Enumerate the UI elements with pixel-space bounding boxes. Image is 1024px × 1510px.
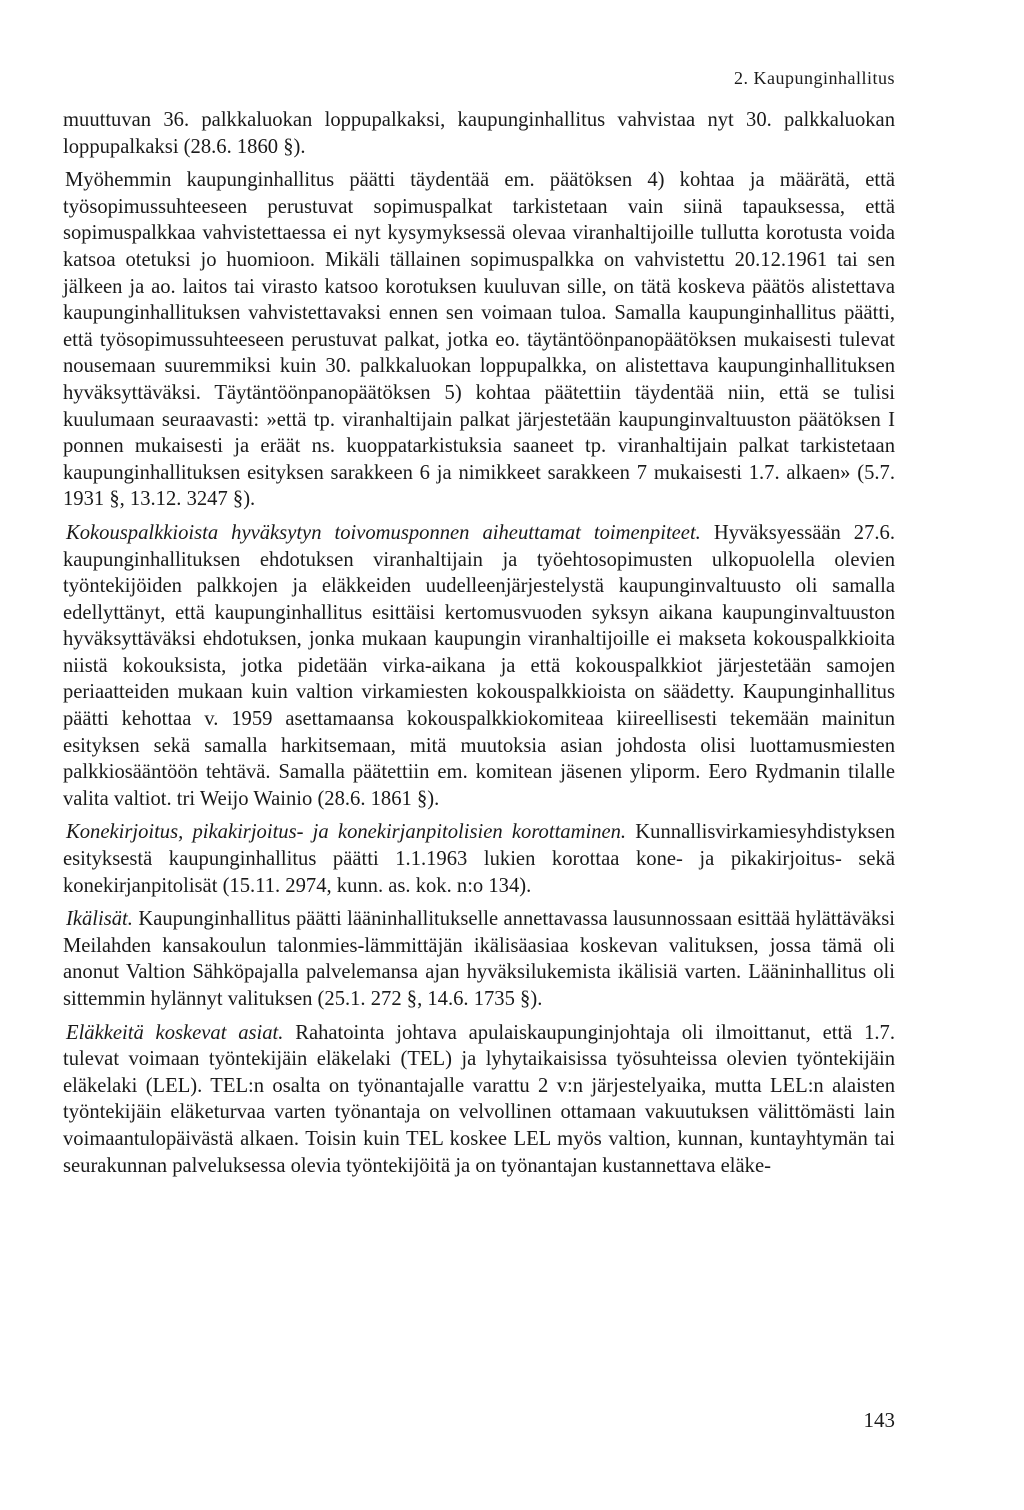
- section-konekirjoitus: [63, 819, 895, 899]
- paragraph: [63, 167, 895, 513]
- document-page: [63, 0, 895, 1510]
- section-kokouspalkkiot: [63, 520, 895, 813]
- running-head: 2. Kaupunginhallitus: [734, 68, 895, 88]
- paragraph-text: Hyväksyessään 27.6. kaupunginhallituksen ehdotuksen viranhaltijain ja työehtosopimusten ulkopuolella olevien työntekijöiden palkkojen ja eläkkeiden uudelleenjärjestelystä kaupunginvaltuusto oli samalla edellyttänyt, että kaupunginhallitus esittäisi kertomusvuoden syksyn aikana kaupunginvaltuuston hyväksyttäväksi ehdotuksen, jonka mukaan kaupungin viranhaltijoille ei makseta kokouspalkkioita niistä kokouksista, jotka pidetään virka-aikana ja että kokouspalkkiot järjestetään samojen periaatteiden mukaan kuin valtion virkamiesten kokouspalkkioista on säädetty. Kaupunginhallitus päätti kehottaa v. 1959 asettamaansa kokouspalkkiokomiteaa kiireellisesti tekemään mainitun esityksen sekä samalla harkitsemaan, mitä muutoksia asian johdosta olisi luottamusmiesten palkkiosääntöön tehtävä. Samalla päätettiin em. komitean jäsenen yliporm. Eero Rydmanin tilalle valita valtiot. tri Weijo Wainio (28.6. 1861 §).: [63, 521, 895, 810]
- section-heading: Eläkkeitä koskevat asiat.: [66, 1021, 284, 1044]
- paragraph-text: muuttuvan 36. palkkaluokan loppupalkaksi, kaupunginhallitus vahvistaa nyt 30. palkkaluokan loppupalkaksi (28.6. 1860 §).: [63, 109, 895, 158]
- paragraph-text: Kaupunginhallitus päätti lääninhallitukselle annettavassa lausunnossaan esittää hylättäväksi Meilahden kansakoulun talonmies-lämmittäjän ikälisäasiaa koskevan valituksen, jossa tämä oli anonut Valtion Sähköpajalla palvelemansa ajan hyväksilukemista ikälisiä varten. Lääninhallitus oli sittemmin hylännyt valituksen (25.1. 272 §, 14.6. 1735 §).: [63, 908, 895, 1010]
- paragraph-text: Myöhemmin kaupunginhallitus päätti täydentää em. päätöksen 4) kohtaa ja määrätä, että työsopimussuhteeseen perustuvat sopimuspalkat tarkistetaan vain siinä tapauksessa, että sopimuspalkkaa vahvistettaessa ei nyt kysymyksessä olevaa viranhaltijoille tullutta korotusta voida katsoa otetuksi jo huomioon. Mikäli tällainen sopimuspalkka on vahvistettu 20.12.1961 tai sen jälkeen ja ao. laitos tai virasto katsoo korotuksen kuuluvan sille, on tätä koskeva päätös alistettava kaupunginhallituksen vahvistettavaksi ennen sen voimaan tuloa. Samalla kaupunginhallitus päätti, että työsopimussuhteeseen perustuvat palkat, jotka eo. täytäntöönpanopäätöksen mukaisesti tulevat nousemaan suuremmiksi kuin 30. palkkaluokan loppupalkka, on alistettava kaupunginhallituksen hyväksyttäväksi. Täytäntöönpanopäätöksen 5) kohtaa päätettiin täydentää niin, että se tulisi kuulumaan seuraavasti: »että tp. viranhaltijain palkat järjestetään kaupunginvaltuuston päätöksen I ponnen mukaisesti ja eräät ns. kuoppatarkistuksia saaneet tp. viranhaltijain palkat tarkistetaan kaupunginhallituksen esityksen sarakkeen 6 ja nimikkeet sarakkeen 7 mukaisesti 1.7. alkaen» (5.7. 1931 §, 13.12. 3247 §).: [63, 169, 895, 511]
- body-text: [63, 107, 895, 1186]
- paragraph-text: Rahatointa johtava apulaiskaupunginjohtaja oli ilmoittanut, että 1.7. tulevat voimaan työntekijäin eläkelaki (TEL) ja lyhytaikaisissa työsuhteissa olevien työntekijäin eläkelaki (LEL). TEL:n osalta on työnantajalle varattu 2 v:n järjestelyaika, mutta LEL:n alaisten työntekijäin eläketurvaa varten työnantaja on velvollinen ottamaan vakuutuksen välittömästi lain voimaantulopäivästä alkaen. Toisin kuin TEL koskee LEL myös valtion, kunnan, kuntayhtymän tai seurakunnan palveluksessa olevia työntekijöitä ja on työnantajan kustannettava eläke-: [63, 1021, 895, 1177]
- paragraph-text: Kunnallisvirkamiesyhdistyksen esityksestä kaupunginhallitus päätti 1.1.1963 lukien korottaa kone- ja pikakirjoitus- sekä konekirjanpitolisät (15.11. 2974, kunn. as. kok. n:o 134).: [63, 821, 895, 897]
- section-heading: Konekirjoitus, pikakirjoitus- ja konekirjanpitolisien korottaminen.: [66, 821, 627, 844]
- section-ikalisat: [63, 906, 895, 1012]
- section-elakkeet: [63, 1020, 895, 1180]
- section-heading: Ikälisät.: [66, 908, 133, 931]
- page-number: 143: [863, 1408, 895, 1432]
- paragraph-continuation: [63, 107, 895, 160]
- section-heading: Kokouspalkkioista hyväksytyn toivomusponnen aiheuttamat toimenpiteet.: [66, 521, 701, 544]
